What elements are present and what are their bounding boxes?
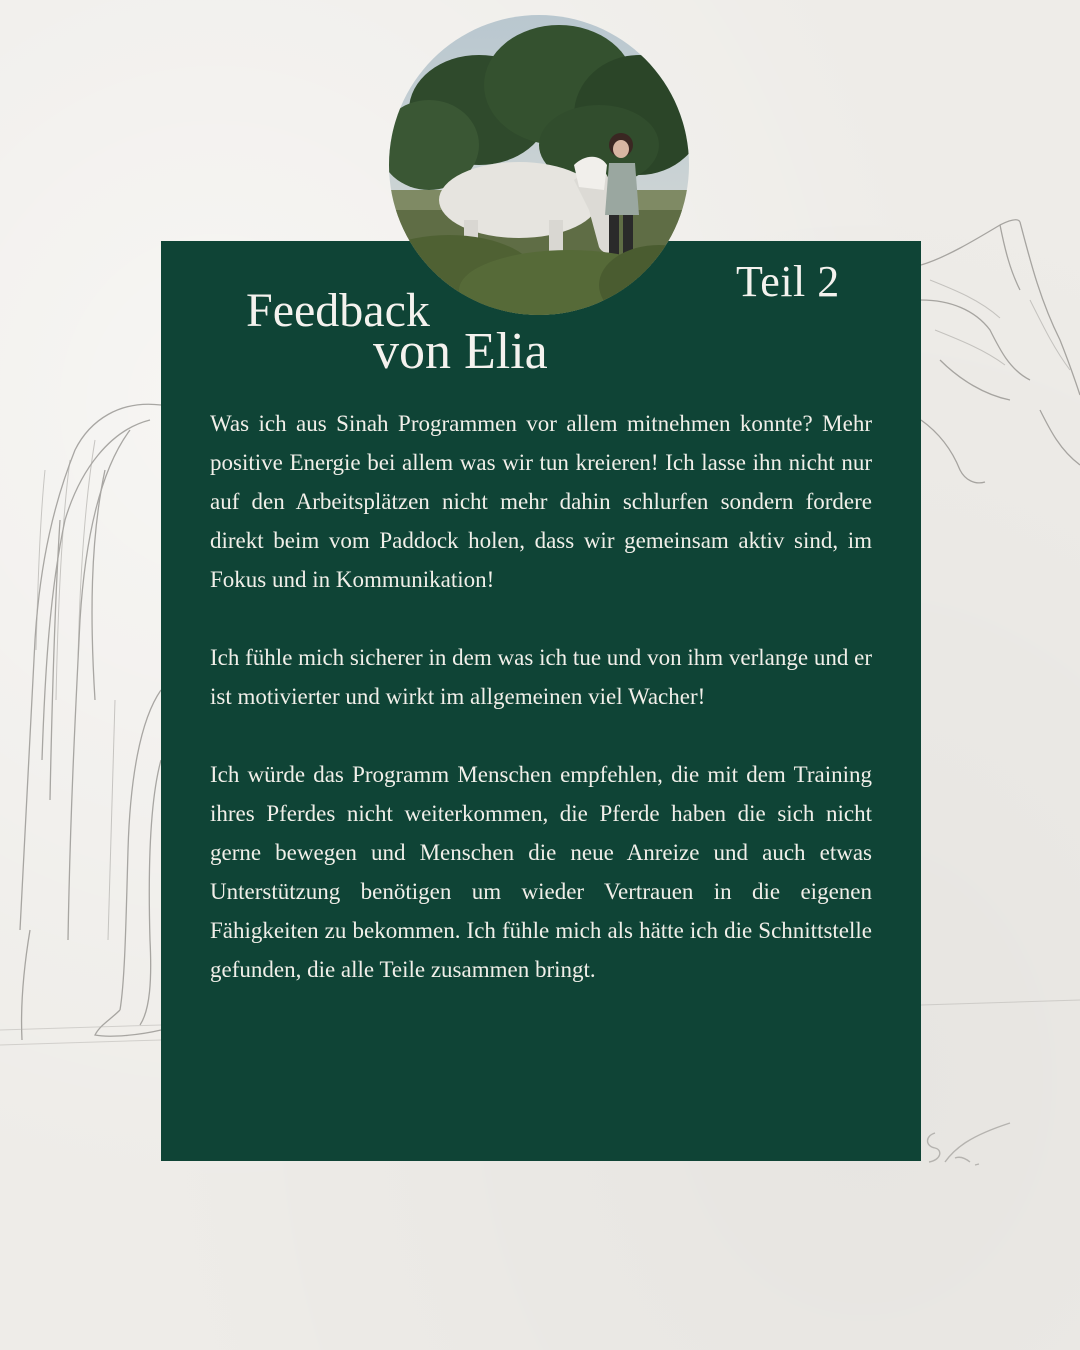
testimonial-paragraph: Ich fühle mich sicherer in dem was ich tue und von ihm verlange und er ist motivierter und wirkt im allgemeinen viel Wacher! <box>210 645 872 709</box>
testimonial-text <box>210 404 872 1028</box>
title-author: von Elia <box>373 323 548 380</box>
horse-and-woman-photo-icon <box>389 15 689 315</box>
testimonial-paragraph: Was ich aus Sinah Programmen vor allem mitnehmen konnte? Mehr positive Energie bei allem was wir tun kreieren! Ich lasse ihn nicht nur auf den Arbeitsplätzen nicht mehr dahin schlurfen sondern fordere direkt beim vom Paddock holen, dass wir gemeinsam aktiv sind, im Fokus und in Kommunikation! <box>210 411 872 592</box>
part-label: Teil 2 <box>736 257 840 306</box>
signature-icon <box>915 1118 1015 1178</box>
testimonial-paragraph: Ich würde das Programm Menschen empfehlen, die mit dem Training ihres Pferdes nicht weiterkommen, die Pferde haben die sich nicht gerne bewegen und Menschen die neue Anreize und auch etwas Unterstützung benötigen um wieder Vertrauen in die eigenen Fähigkeiten zu bekommen. Ich fühle mich als hätte ich die Schnittstelle gefunden, die alle Teile zusammen bringt. <box>210 762 872 982</box>
title-feedback: Feedback <box>246 284 430 337</box>
